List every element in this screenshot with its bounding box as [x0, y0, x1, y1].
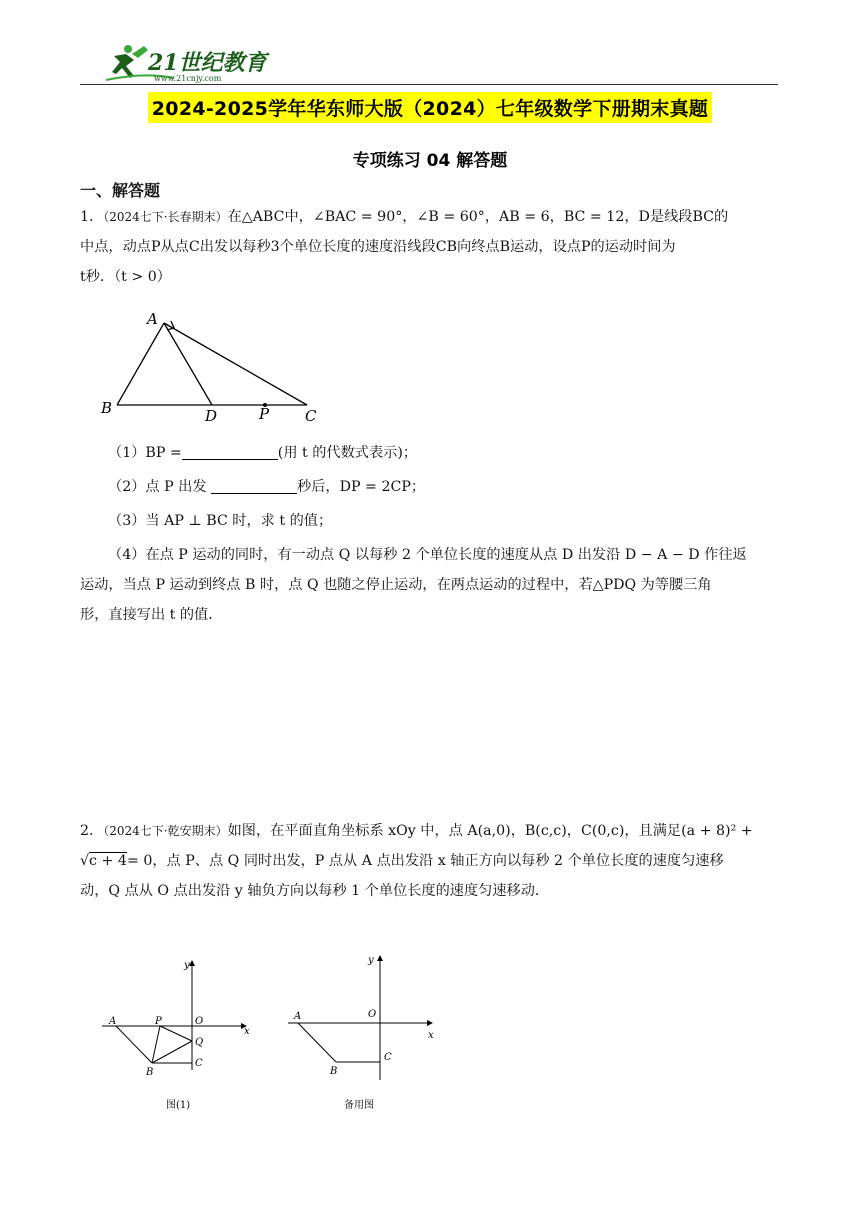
- q2-text1: 如图，在平面直角坐标系 xOy 中，点 A(a,0)，B(c,c)，C(0,c)，且满足(a + 8)² +: [227, 823, 753, 839]
- segment-bq: [152, 1041, 192, 1063]
- header-divider: [80, 84, 778, 85]
- q1-part3: （3）当 AP ⊥ BC 时，求 t 的值；: [108, 513, 333, 529]
- label-a: A: [147, 310, 158, 328]
- q1-text1: 在△ABC中，∠BAC = 90°，∠B = 60°，AB = 6，BC = 12，D是线段BC的: [227, 209, 729, 225]
- q1-number: 1．: [80, 209, 104, 225]
- figure-1-caption: 图(1): [166, 1100, 191, 1111]
- q1-part4-line2: 运动，当点 P 运动到终点 B 时，点 Q 也随之停止运动，在两点运动的过程中，若△PDQ 为等腰三角: [80, 577, 712, 593]
- q1-figure: [95, 305, 335, 430]
- segment-pq: [160, 1026, 192, 1041]
- q1-source: （2024七下·长春期末）: [103, 210, 228, 224]
- q1-part2-pre: （2）点 P 出发: [108, 479, 207, 495]
- segment-pb: [152, 1026, 160, 1063]
- q1-part4: [80, 540, 780, 630]
- q2-line2: [80, 846, 780, 876]
- segment-ab: [116, 1026, 152, 1063]
- segment-ac: [164, 323, 307, 405]
- sqrt-radicand: c + 4: [89, 853, 127, 869]
- logo-url: www.21cnjy.com: [154, 74, 222, 83]
- q2-number: 2．: [80, 823, 104, 839]
- q1-part2: [108, 472, 780, 502]
- label-a: A: [294, 1011, 302, 1022]
- page-title: 2024-2025学年华东师大版（2024）七年级数学下册期末真题: [148, 92, 712, 123]
- label-a: A: [109, 1016, 117, 1027]
- label-o: O: [368, 1009, 377, 1020]
- q1-part2-post: 秒后，DP = 2CP；: [297, 479, 426, 495]
- q1-stem: [80, 202, 780, 292]
- logo-text: 21世纪教育: [148, 50, 267, 76]
- q1-line3: t秒．（t > 0）: [80, 269, 171, 285]
- segment-ab: [117, 323, 164, 405]
- label-c: C: [305, 407, 317, 425]
- q1-part1-pre: （1）BP =: [108, 445, 182, 461]
- label-b: B: [101, 399, 113, 417]
- label-b: B: [330, 1066, 338, 1077]
- q1-line2: 中点，动点P从点C出发以每秒3个单位长度的速度沿线段CB向终点B运动，设点P的运动时间为: [80, 239, 676, 255]
- label-o: O: [195, 1016, 204, 1027]
- q2-figure-backup: [282, 952, 442, 1112]
- label-p: P: [155, 1016, 162, 1027]
- q2-figure-1: [96, 955, 256, 1115]
- label-x: x: [428, 1030, 434, 1041]
- label-y: y: [368, 955, 374, 966]
- q2-line3: 动，Q 点从 O 点出发沿 y 轴负方向以每秒 1 个单位长度的速度匀速移动．: [80, 883, 550, 899]
- label-c: C: [195, 1058, 203, 1069]
- q1-line1: [80, 202, 780, 232]
- logo: [104, 42, 274, 84]
- q1-part4-line1: （4）在点 P 运动的同时，有一动点 Q 以每秒 2 个单位长度的速度从点 D 出发沿 D − A − D 作往返: [108, 547, 747, 563]
- label-q: Q: [195, 1037, 204, 1048]
- q1-part1-blank[interactable]: [182, 443, 278, 460]
- sqrt-symbol: √: [80, 853, 90, 869]
- segment-ab: [298, 1023, 336, 1062]
- q1-part2-blank[interactable]: [211, 477, 297, 494]
- label-x: x: [244, 1026, 250, 1037]
- label-d: D: [205, 407, 218, 425]
- label-y: y: [184, 960, 190, 971]
- label-p: P: [259, 405, 270, 423]
- q2-line1: [80, 816, 780, 846]
- title-container: [0, 92, 860, 123]
- figure-backup-caption: 备用图: [344, 1100, 374, 1111]
- section-heading: 一、解答题: [80, 181, 161, 200]
- page-subtitle: 专项练习 04 解答题: [352, 151, 508, 171]
- segment-ad: [164, 323, 212, 405]
- q1-part4-line3: 形，直接写出 t 的值．: [80, 607, 223, 623]
- q1-part1-post: (用 t 的代数式表示)；: [277, 445, 418, 461]
- label-c: C: [384, 1052, 392, 1063]
- label-b: B: [146, 1067, 154, 1078]
- q2-text2: = 0，点 P、点 Q 同时出发，P 点从 A 点出发沿 x 轴正方向以每秒 2 个单位长度的速度匀速移: [126, 853, 724, 869]
- q2-source: （2024七下·乾安期末）: [103, 824, 228, 838]
- q2-stem: [80, 816, 780, 906]
- q1-part1: [108, 438, 780, 468]
